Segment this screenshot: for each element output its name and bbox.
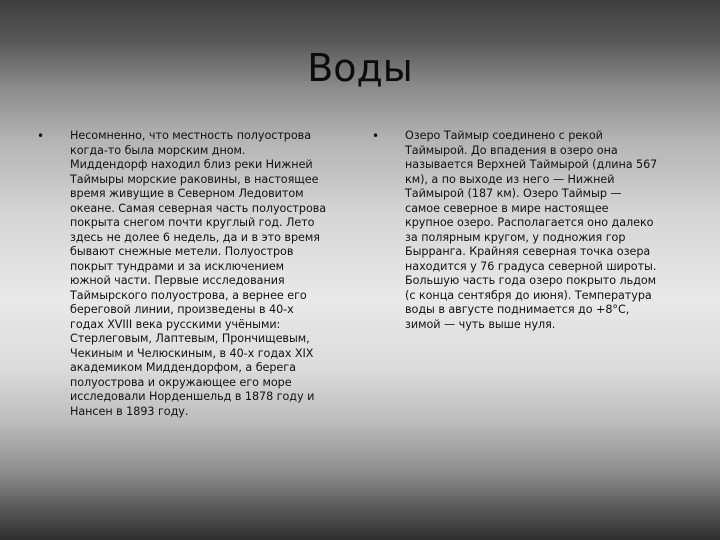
text-line: Таймырой (187 км). Озеро Таймыр —: [405, 187, 622, 200]
text-line: академиком Миддендорфом, а берега: [70, 361, 296, 374]
text-line: находится у 76 градуса северной широты.: [405, 259, 657, 273]
text-line: называется Верхней Таймырой (длина 567: [405, 158, 658, 171]
text-line: береговой линии, произведены в 40-х: [70, 303, 294, 316]
text-line: Стерлеговым, Лаптевым, Прончищевым,: [70, 332, 310, 345]
text-line: Чекиным и Челюскиным, в 40-х годах XIX: [70, 346, 314, 360]
text-line: воды в августе поднимается до +8°C,: [405, 303, 630, 316]
slide-title: Воды: [307, 46, 413, 90]
right-column-text: [405, 129, 657, 332]
bullet-dot-icon: •: [37, 129, 45, 143]
text-line: Таймыры морские раковины, в настоящее: [70, 172, 319, 186]
text-line: км), а по выходе из него — Нижней: [405, 172, 615, 186]
text-line: бывают снежные метели. Полуостров: [70, 245, 294, 258]
text-line: здесь не долее 6 недель, да и в это время: [70, 230, 320, 244]
text-line: полуострова и окружающее его море: [70, 375, 292, 389]
text-line: исследовали Норденшельд в 1878 году и: [70, 390, 315, 403]
text-line: Нансен в 1893 году.: [70, 404, 189, 418]
text-line: покрыта снегом почти круглый год. Лето: [70, 216, 315, 229]
text-line: Бырранга. Крайняя северная точка озера: [405, 245, 651, 258]
text-line: южной части. Первые исследования: [70, 274, 285, 287]
text-line: Миддендорф находил близ реки Нижней: [70, 158, 313, 171]
text-line: океане. Самая северная часть полуострова: [70, 201, 327, 215]
text-line: покрыт тундрами и за исключением: [70, 259, 285, 273]
left-column-text: [70, 129, 326, 419]
text-line: (с конца сентября до июня). Температура: [405, 288, 652, 302]
text-line: зимой — чуть выше нуля.: [405, 317, 556, 331]
bullet-dot-icon: •: [372, 129, 380, 143]
text-line: крупное озеро. Располагается оно далеко: [405, 216, 654, 229]
text-line: Несомненно, что местность полуострова: [70, 129, 311, 142]
text-line: когда-то была морским дном.: [70, 143, 246, 157]
text-line: Озеро Таймыр соединено с рекой: [405, 129, 603, 142]
text-line: время живущие в Северном Ледовитом: [70, 187, 304, 200]
text-line: годах XVIII века русскими учёными:: [70, 317, 281, 331]
text-line: за полярным кругом, у подножия гор: [405, 230, 626, 244]
text-line: Таймырой. До впадения в озеро она: [405, 143, 618, 157]
text-line: Большую часть года озеро покрыто льдом: [405, 274, 657, 287]
text-line: самое северное в мире настоящее: [405, 201, 609, 215]
text-line: Таймырского полуострова, а вернее его: [70, 288, 307, 302]
